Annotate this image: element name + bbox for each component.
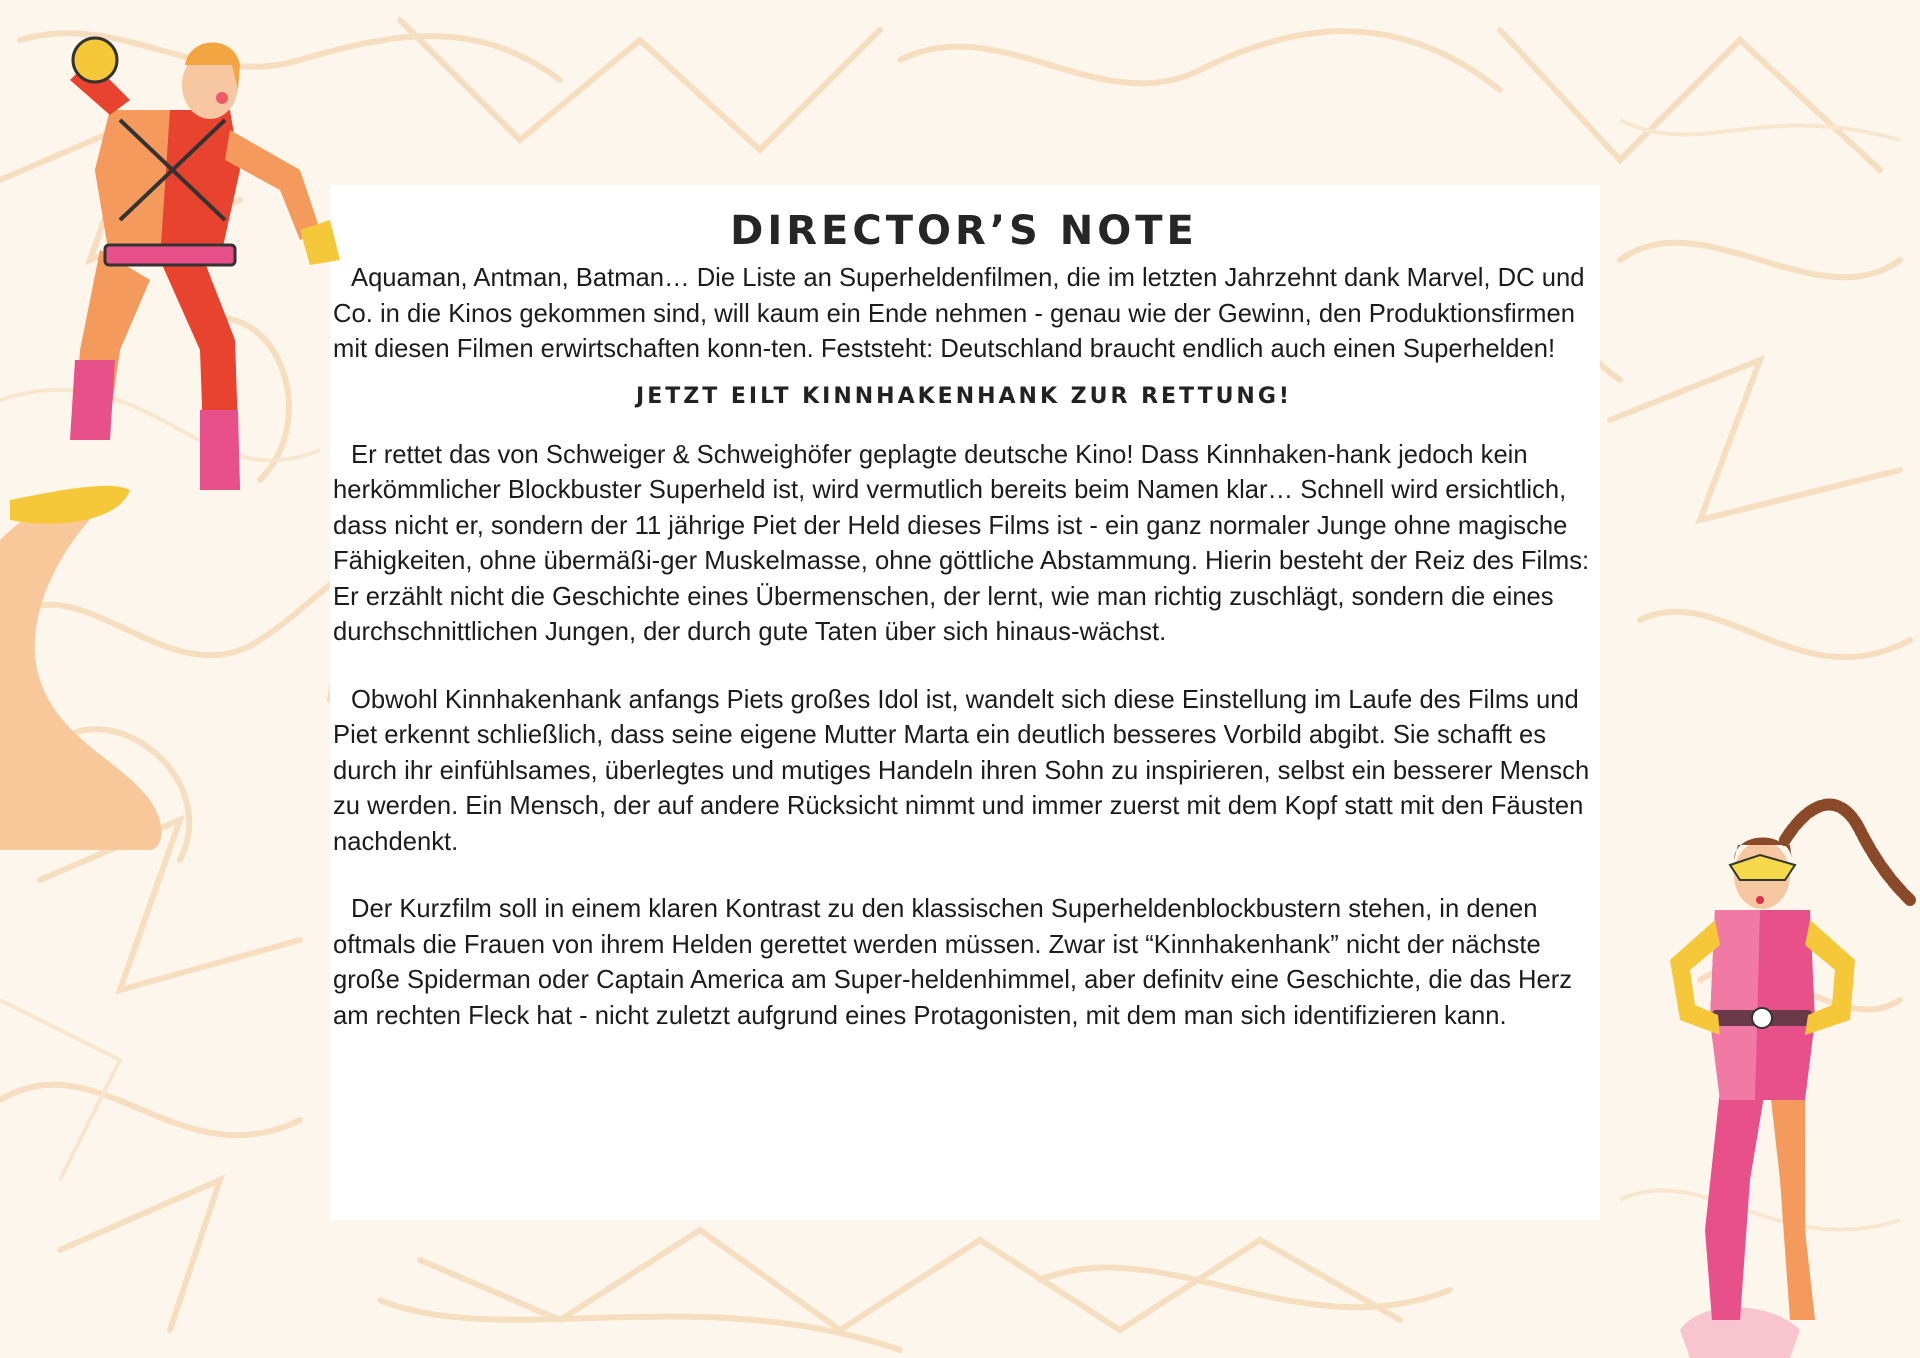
paragraph-intro: Aquaman, Antman, Batman… Die Liste an Superheldenfilmen, die im letzten Jahrzehnt dank Marvel, DC und Co. in die Kinos gekommen sind, will kaum ein Ende nehmen - genau wie der Gewinn, den Produktionsfirmen mit diesen Filmen erwirtschaften konn-ten. Feststeht: Deutschland braucht endlich auch einen Superhelden! (333, 264, 1585, 363)
paragraph-mother: Obwohl Kinnhakenhank anfangs Piets großes Idol ist, wandelt sich diese Einstellung im Laufe des Films und Piet erkennt schließlich, dass seine eigene Mutter Marta ein deutlich besseres Vorbild abgibt. Sie schafft es durch ihr einfühlsames, überlegtes und mutiges Handeln ihren Sohn zu inspirieren, selbst ein besserer Mensch zu werden. Ein Mensch, der auf andere Rücksicht nimmt und immer zuerst mit dem Kopf statt mit den Fäusten nachdenkt. (333, 685, 1590, 856)
paragraph-spacer (333, 651, 1595, 683)
heroine-marta-illustration (1600, 760, 1920, 1358)
paragraph-spacer (333, 860, 1595, 892)
directors-note (333, 205, 1595, 1034)
paragraph-hero: Er rettet das von Schweiger & Schweighöfer geplagte deutsche Kino! Dass Kinnhaken-hank jedoch kein herkömmlicher Blockbuster Superheld ist, wird vermutlich bereits beim Namen klar… Schnell wird ersichtlich, dass nicht er, sondern der 11 jährige Piet der Held dieses Films ist - ein ganz normaler Junge ohne magische Fähigkeiten, ohne übermäßi-ger Muskelmasse, ohne göttliche Abstammung. Hierin besteht der Reiz des Films: Er erzählt nicht die Geschichte eines Übermenschen, der lernt, wie man richtig zuschlägt, sondern die eines durchschnittlichen Jungen, der durch gute Taten über sich hinaus-wächst. (333, 440, 1590, 646)
page-title: DIRECTOR’S NOTE (730, 208, 1198, 254)
hero-kinnhakenhank-illustration (0, 20, 360, 850)
paragraph-contrast: Der Kurzfilm soll in einem klaren Kontrast zu den klassischen Superheldenblockbustern stehen, in denen oftmals die Frauen von ihrem Helden gerettet werden müssen. Zwar ist “Kinnhakenhank” nicht der nächste große Spiderman oder Captain America am Super-heldenhimmel, aber definitv eine Geschichte, die das Herz am rechten Fleck hat - nicht zuletzt aufgrund eines Protagonisten, mit dem man sich identifizieren kann. (333, 895, 1573, 1030)
section-subtitle: JETZT EILT KINNHAKENHANK ZUR RETTUNG! (636, 383, 1292, 409)
